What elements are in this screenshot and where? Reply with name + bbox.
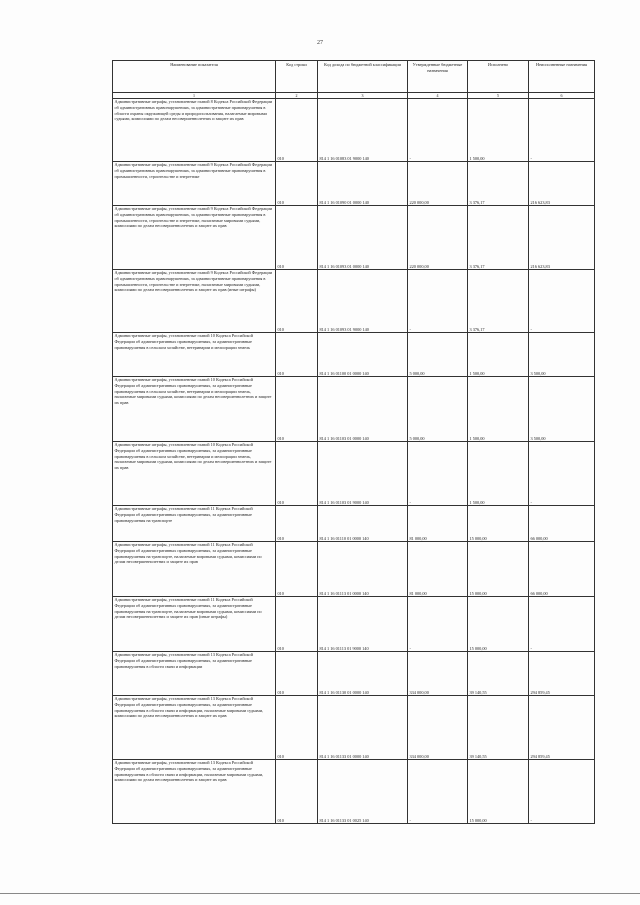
table-row xyxy=(113,99,595,162)
budget-code: 814 1 16 01100 01 0000 140 xyxy=(318,333,408,377)
table-row xyxy=(113,696,595,760)
indicator-name: Административные штрафы, установленные главой 9 Кодекса Российской Федерации об административных правонарушениях, за административные правонарушения в промышленности, строительстве и энергетике, налагаемые мировыми судьями, комиссиями по делам несовершеннолетних и защите их прав (иные штрафы) xyxy=(113,270,276,333)
executed-amount: 39 140,55 xyxy=(468,652,529,696)
approved-amount: - xyxy=(408,442,468,506)
column-number: 4 xyxy=(408,93,468,99)
page-bottom-rule xyxy=(0,893,640,894)
unexecuted-amount: 3 500,00 xyxy=(529,333,595,377)
line-code: 010 xyxy=(276,652,318,696)
column-number: 5 xyxy=(468,93,529,99)
budget-code: 814 1 16 01083 01 9000 140 xyxy=(318,99,408,162)
indicator-name: Административные штрафы, установленные главой 10 Кодекса Российской Федерации об административных правонарушениях, за административные правонарушения в сельском хозяйстве, ветеринарии и мелиорации земель, налагаемые мировыми судьями, комиссиями по делам несовершеннолетних и защите их прав xyxy=(113,377,276,442)
unexecuted-amount: - xyxy=(529,442,595,506)
executed-amount: 1 500,00 xyxy=(468,99,529,162)
budget-code: 814 1 16 01130 01 0000 140 xyxy=(318,652,408,696)
budget-code: 814 1 16 01113 01 9000 140 xyxy=(318,597,408,652)
unexecuted-amount: 66 000,00 xyxy=(529,506,595,542)
unexecuted-amount: 216 623,83 xyxy=(529,162,595,206)
line-code: 010 xyxy=(276,696,318,760)
approved-amount: 81 000,00 xyxy=(408,542,468,597)
column-number: 1 xyxy=(113,93,276,99)
indicator-name: Административные штрафы, установленные главой 10 Кодекса Российской Федерации об административных правонарушениях, за административные правонарушения в сельском хозяйстве, ветеринарии и мелиорации земель xyxy=(113,333,276,377)
indicator-name: Административные штрафы, установленные главой 13 Кодекса Российской Федерации об административных правонарушениях, за административные правонарушения в области связи и информации xyxy=(113,652,276,696)
table-header-row xyxy=(113,61,595,93)
indicator-name: Административные штрафы, установленные главой 11 Кодекса Российской Федерации об административных правонарушениях, за административные правонарушения на транспорте xyxy=(113,506,276,542)
indicator-name: Административные штрафы, установленные главой 9 Кодекса Российской Федерации об административных правонарушениях, за административные правонарушения в промышленности, строительстве и энергетике, налагаемые мировыми судьями, комиссиями по делам несовершеннолетних и защите их прав xyxy=(113,206,276,270)
header-approved-assignments: Утвержденные бюджетные назначения xyxy=(408,61,468,93)
executed-amount: 15 000,00 xyxy=(468,597,529,652)
page-number: 27 xyxy=(317,40,323,46)
column-number: 2 xyxy=(276,93,318,99)
approved-amount: 334 000,00 xyxy=(408,652,468,696)
budget-code: 814 1 16 01133 01 0000 140 xyxy=(318,696,408,760)
indicator-name: Административные штрафы, установленные главой 10 Кодекса Российской Федерации об административных правонарушениях, за административные правонарушения в сельском хозяйстве, ветеринарии и мелиорации земель, налагаемые мировыми судьями, комиссиями по делам несовершеннолетних и защите их прав xyxy=(113,442,276,506)
approved-amount: 220 000,00 xyxy=(408,206,468,270)
executed-amount: 1 500,00 xyxy=(468,377,529,442)
table-row xyxy=(113,652,595,696)
indicator-name: Административные штрафы, установленные главой 13 Кодекса Российской Федерации об административных правонарушениях, за административные правонарушения в области связи и информации, налагаемые мировыми судьями, комиссиями по делам несовершеннолетних и защите их прав xyxy=(113,760,276,824)
header-budget-classification-code: Код дохода по бюджетной классификации xyxy=(318,61,408,93)
approved-amount: - xyxy=(408,270,468,333)
unexecuted-amount: - xyxy=(529,99,595,162)
table-row xyxy=(113,206,595,270)
line-code: 010 xyxy=(276,99,318,162)
executed-amount: 3 376,17 xyxy=(468,206,529,270)
header-executed: Исполнено xyxy=(468,61,529,93)
indicator-name: Административные штрафы, установленные главой 11 Кодекса Российской Федерации об административных правонарушениях, за административные правонарушения на транспорте, налагаемые мировыми судьями, комиссиями по делам несовершеннолетних и защите их прав xyxy=(113,542,276,597)
executed-amount: 15 000,00 xyxy=(468,542,529,597)
line-code: 010 xyxy=(276,206,318,270)
budget-code: 814 1 16 01093 01 0000 140 xyxy=(318,206,408,270)
budget-code: 814 1 16 01090 01 0000 140 xyxy=(318,162,408,206)
executed-amount: 39 140,55 xyxy=(468,696,529,760)
executed-amount: 15 000,00 xyxy=(468,506,529,542)
table-row xyxy=(113,333,595,377)
approved-amount: 334 000,00 xyxy=(408,696,468,760)
table-row xyxy=(113,270,595,333)
approved-amount: 220 000,00 xyxy=(408,162,468,206)
executed-amount: 1 500,00 xyxy=(468,333,529,377)
approved-amount: - xyxy=(408,760,468,824)
approved-amount: 5 000,00 xyxy=(408,333,468,377)
line-code: 010 xyxy=(276,542,318,597)
unexecuted-amount: - xyxy=(529,760,595,824)
line-code: 010 xyxy=(276,377,318,442)
budget-code: 814 1 16 01103 01 0000 140 xyxy=(318,377,408,442)
table-row xyxy=(113,542,595,597)
table-row xyxy=(113,597,595,652)
approved-amount: 5 000,00 xyxy=(408,377,468,442)
column-number: 6 xyxy=(529,93,595,99)
table-row xyxy=(113,162,595,206)
table-row xyxy=(113,377,595,442)
indicator-name: Административные штрафы, установленные главой 13 Кодекса Российской Федерации об административных правонарушениях, за административные правонарушения в области связи и информации, налагаемые мировыми судьями, комиссиями по делам несовершеннолетних и защите их прав xyxy=(113,696,276,760)
line-code: 010 xyxy=(276,506,318,542)
header-line-code: Код строки xyxy=(276,61,318,93)
approved-amount: 81 000,00 xyxy=(408,506,468,542)
line-code: 010 xyxy=(276,597,318,652)
budget-code: 814 1 16 01103 01 9000 140 xyxy=(318,442,408,506)
approved-amount: - xyxy=(408,597,468,652)
line-code: 010 xyxy=(276,270,318,333)
header-unexecuted-assignments: Неисполненные назначения xyxy=(529,61,595,93)
line-code: 010 xyxy=(276,760,318,824)
column-number: 3 xyxy=(318,93,408,99)
budget-code: 814 1 16 01133 01 0025 140 xyxy=(318,760,408,824)
budget-code: 814 1 16 01113 01 0000 140 xyxy=(318,542,408,597)
unexecuted-amount: - xyxy=(529,270,595,333)
unexecuted-amount: 66 000,00 xyxy=(529,542,595,597)
unexecuted-amount: 3 500,00 xyxy=(529,377,595,442)
executed-amount: 15 000,00 xyxy=(468,760,529,824)
executed-amount: 1 500,00 xyxy=(468,442,529,506)
line-code: 010 xyxy=(276,333,318,377)
table-row xyxy=(113,760,595,824)
indicator-name: Административные штрафы, установленные главой 11 Кодекса Российской Федерации об административных правонарушениях, за административные правонарушения на транспорте, налагаемые мировыми судьями, комиссиями по делам несовершеннолетних и защите их прав (иные штрафы) xyxy=(113,597,276,652)
unexecuted-amount: 294 859,45 xyxy=(529,652,595,696)
unexecuted-amount: - xyxy=(529,597,595,652)
table-row xyxy=(113,506,595,542)
executed-amount: 3 376,17 xyxy=(468,270,529,333)
unexecuted-amount: 216 623,83 xyxy=(529,206,595,270)
indicator-name: Административные штрафы, установленные главой 8 Кодекса Российской Федерации об административных правонарушениях, за административные правонарушения в области охраны окружающей среды и природопользования, налагаемые мировыми судьями, комиссиями по делам несовершеннолетних и защите их прав xyxy=(113,99,276,162)
indicator-name: Административные штрафы, установленные главой 9 Кодекса Российской Федерации об административных правонарушениях, за административные правонарушения в промышленности, строительстве и энергетике xyxy=(113,162,276,206)
header-indicator-name: Наименование показателя xyxy=(113,61,276,93)
line-code: 010 xyxy=(276,442,318,506)
executed-amount: 3 376,17 xyxy=(468,162,529,206)
budget-code: 814 1 16 01093 01 9000 140 xyxy=(318,270,408,333)
unexecuted-amount: 294 859,45 xyxy=(529,696,595,760)
income-report-table xyxy=(112,60,595,824)
approved-amount: - xyxy=(408,99,468,162)
line-code: 010 xyxy=(276,162,318,206)
table-row xyxy=(113,442,595,506)
budget-code: 814 1 16 01110 01 0000 140 xyxy=(318,506,408,542)
